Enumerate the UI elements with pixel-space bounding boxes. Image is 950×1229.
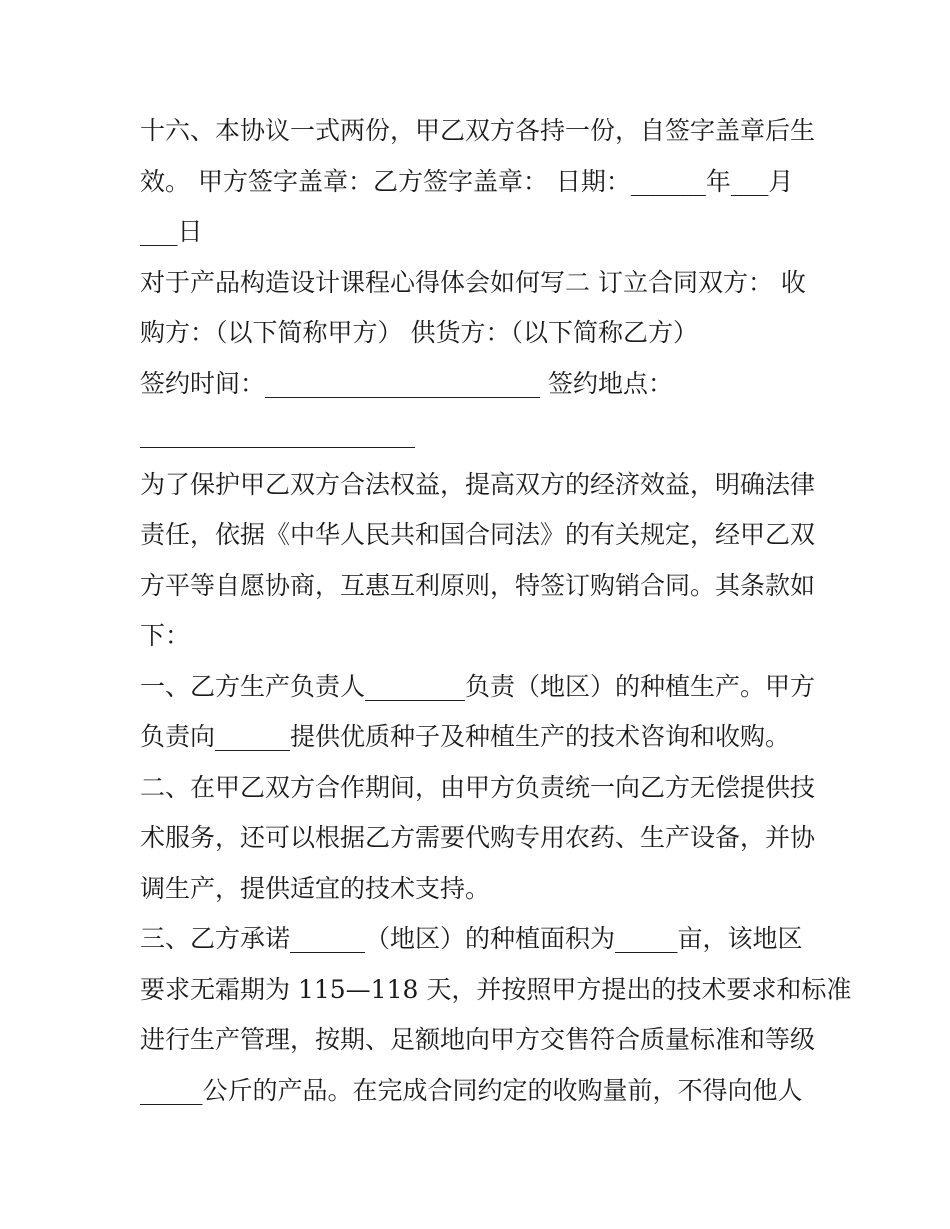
text-line: ______________________ [140, 419, 415, 448]
document-body [140, 106, 852, 1116]
text-line: 十六、本协议一式两份，甲乙双方各持一份，自签字盖章后生 [140, 116, 816, 145]
text-line: ___日 [140, 217, 203, 246]
text-line: 术服务，还可以根据乙方需要代购专用农药、生产设备，并协 [140, 823, 816, 852]
text-line: 对于产品构造设计课程心得体会如何写二 订立合同双方： 收 [140, 267, 806, 297]
text-line: 二、在甲乙双方合作期间，由甲方负责统一向乙方无偿提供技 [140, 772, 816, 802]
text-line: 签约时间：______________________ 签约地点： [140, 368, 673, 398]
text-line: 下： [140, 621, 191, 650]
text-line: 效。 甲方签字盖章：乙方签字盖章： 日期：______年___月 [140, 166, 794, 196]
text-line: 一、乙方生产负责人________负责（地区）的种植生产。甲方 [140, 671, 816, 701]
text-line: _____公斤的产品。在完成合同约定的收购量前，不得向他人 [140, 1075, 803, 1105]
text-line: 方平等自愿协商，互惠互利原则，特签订购销合同。其条款如 [140, 570, 816, 600]
text-line: 为了保护甲乙双方合法权益，提高双方的经济效益，明确法律 [140, 469, 816, 499]
text-line: 购方：（以下简称甲方） 供货方：（以下简称乙方） [140, 318, 698, 347]
text-line: 进行生产管理，按期、足额地向甲方交售符合质量标准和等级 [140, 1025, 816, 1054]
text-line: 三、乙方承诺______（地区）的种植面积为_____亩，该地区 [140, 924, 803, 953]
text-line: 要求无霜期为 115—118 天，并按照甲方提出的技术要求和标准 [140, 974, 852, 1004]
text-line: 责任，依据《中华人民共和国合同法》的有关规定，经甲乙双 [140, 520, 816, 549]
text-line: 调生产，提供适宜的技术支持。 [140, 873, 491, 903]
text-line: 负责向______提供优质种子及种植生产的技术咨询和收购。 [140, 722, 791, 751]
